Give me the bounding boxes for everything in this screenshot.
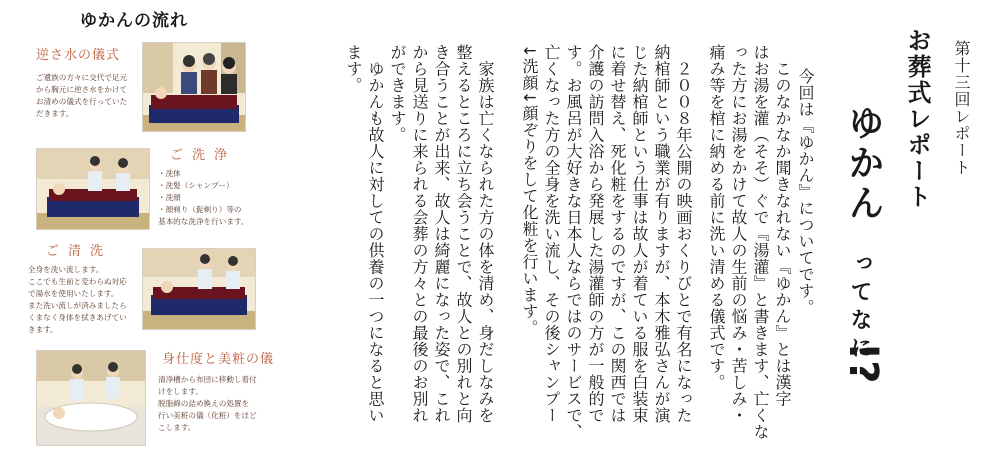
body-line: 介護の訪問入浴から発展した湯灌師の方が一般的で — [586, 44, 605, 424]
article-title-sub: ってなに — [847, 252, 872, 364]
article-title-mark: !? — [840, 342, 886, 384]
step-3-title: ご清洗 — [46, 244, 113, 259]
step-2-title: ご洗浄 — [170, 148, 237, 163]
step-3-illustration — [142, 248, 256, 330]
body-line: ゆかんも故人に対しての供養の一つになると思い — [366, 44, 385, 424]
report-title: お葬式レポート — [903, 28, 931, 210]
body-line: ２００８年公開の映画おくりびとで有名になった — [674, 44, 693, 424]
step-3-description: 全身を洗い流します。 ここでも生前と変わらぬ対応 で湯水を使用いたします。 また洗い流しが済みましたら くまなく身体を拭きあげてい きます。 — [28, 265, 127, 334]
step-4-illustration — [36, 350, 146, 446]
body-line: き合うことが出来、故人は綺麗になった姿で、これ — [432, 44, 451, 424]
body-line: ↓洗顔↓顔ぞりをして化粧を行います。 — [520, 44, 539, 336]
body-line: このなかなか聞きなれない『ゆかん』とは漢字 — [773, 44, 792, 407]
body-line: す。お風呂が大好きな日本人ならではのサービスで、 — [564, 44, 583, 440]
body-line: ます。 — [344, 44, 363, 94]
body-line: 納棺師という職業が有りますが、本木雅弘さんが演 — [652, 44, 671, 424]
body-line: じた納棺師という仕事は故人が着ている服を白装束 — [630, 44, 649, 424]
body-line: に着せ替え、死化粧をするのですが、この関西では — [608, 44, 627, 424]
step-2-illustration — [36, 148, 150, 230]
series-label: 第十三回レポート — [952, 40, 971, 176]
body-line: 整えるところに立ち会うことで、故人との別れと向 — [454, 44, 473, 424]
step-1-description: ご遺族の方々に交代で足元 から胸元に逆さ水をかけて お清めの儀式を行っていた だきます。 — [36, 73, 128, 118]
body-line: ができます。 — [388, 44, 407, 143]
body-line: 亡くなった方の全身を洗い流し、その後シャンプー — [542, 44, 561, 424]
body-line: 今回は『ゆかん』についてです。 — [796, 68, 815, 316]
article-title-main: ゆかん — [843, 104, 884, 224]
step-4-description: 清浄槽から布団に移動し着付 けをします。 脱脂綿の詰め換えの処置を 行い美粧の儀（化粧）をほど こします。 — [158, 375, 257, 432]
step-1-title: 逆さ水の儀式 — [36, 48, 121, 63]
body-line: 痛み等を棺に納める前に洗い清める儀式です。 — [707, 44, 726, 391]
step-1-illustration — [142, 42, 246, 132]
step-2-description: ・洗体 ・洗髪（シャンプー） ・洗顔 ・顔剃り（髭剃り）等の 基本的な洗浄を行います。 — [158, 169, 249, 226]
body-line: はお湯を灌（そそ）ぐで『湯灌』と書きます、亡くな — [751, 44, 770, 440]
flow-title: ゆかんの流れ — [80, 11, 188, 31]
step-4-title: 身仕度と美粧の儀 — [162, 352, 275, 367]
body-line: った方にお湯をかけて故人の生前の悩み・苦しみ・ — [729, 44, 748, 424]
body-line: から見送りに来られる会葬の方々との最後のお別れ — [410, 44, 429, 424]
body-line: 家族は亡くなられた方の体を清め、身だしなみを — [476, 44, 495, 424]
